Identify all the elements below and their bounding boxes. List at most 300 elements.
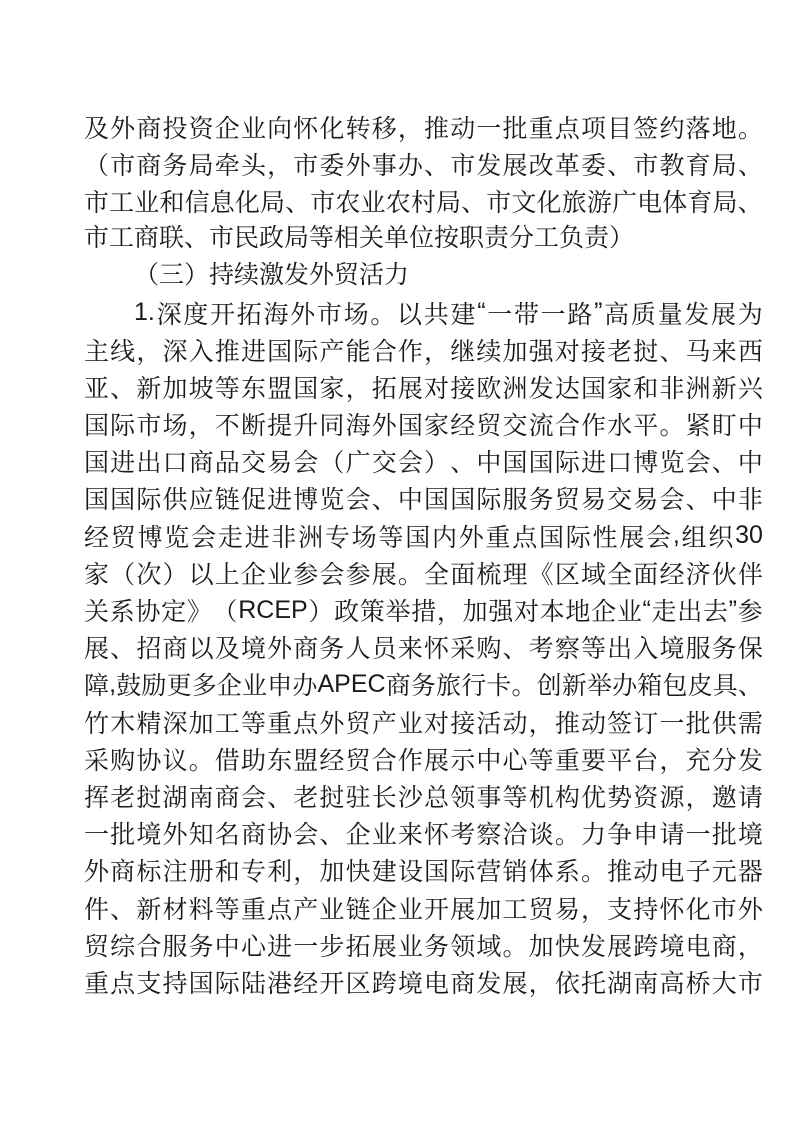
text-token: 贸: [84, 932, 110, 961]
text-token: 、: [502, 635, 528, 664]
text-token: 盟: [267, 374, 293, 403]
text-token: 会: [685, 449, 711, 478]
text-token: 外: [110, 114, 136, 143]
text-token: 协: [135, 598, 161, 627]
text-token: 路: [567, 300, 593, 329]
text-token: 坡: [188, 374, 214, 403]
text-token: 务: [188, 932, 214, 961]
text-line: [84, 108, 763, 145]
text-token: 策: [359, 598, 385, 627]
text-token: 中: [737, 412, 763, 441]
text-token: ，: [293, 858, 319, 887]
text-token: 业: [360, 188, 386, 217]
text-token: 带: [513, 300, 539, 329]
text-token: 境: [659, 932, 685, 961]
text-token: 提: [267, 412, 293, 441]
text-token: 化: [685, 895, 711, 924]
text-token: 博: [293, 486, 319, 515]
text-token: 际: [214, 969, 240, 998]
text-token: ，: [424, 337, 450, 366]
text-token: 察: [554, 635, 580, 664]
text-token: 等: [240, 709, 266, 738]
text-token: 争: [607, 821, 633, 850]
text-token: ,: [109, 669, 117, 698]
text-token: 口: [162, 449, 188, 478]
text-token: 箱: [637, 672, 663, 701]
text-token: ，: [528, 969, 554, 998]
text-token: 湖: [607, 969, 633, 998]
text-token: 机: [528, 783, 554, 812]
text-token: 持: [162, 969, 188, 998]
text-token: 包: [662, 672, 688, 701]
text-token: 新: [136, 895, 162, 924]
text-token: 共: [423, 300, 449, 329]
text-line: [84, 443, 763, 480]
text-token: 非: [737, 486, 763, 515]
text-token: 产: [319, 337, 345, 366]
text-token: 心: [240, 932, 266, 961]
text-token: 国: [188, 969, 214, 998]
text-token: 头: [240, 151, 266, 180]
text-token: 、: [685, 486, 711, 515]
text-token: 持: [633, 895, 659, 924]
text-token: 展: [711, 300, 737, 329]
text-token: 入: [188, 337, 214, 366]
text-token: 局: [711, 151, 737, 180]
text-token: 商: [188, 449, 214, 478]
text-token: 贸: [345, 746, 371, 775]
text-token: 服: [685, 635, 711, 664]
text-token: 助: [240, 746, 266, 775]
text-token: 业: [240, 114, 266, 143]
text-token: 境: [397, 969, 423, 998]
text-token: 拓: [371, 374, 397, 403]
text-token: 促: [240, 486, 266, 515]
text-token: ）: [424, 449, 450, 478]
text-token: 重: [84, 969, 110, 998]
text-token: 招: [136, 635, 162, 664]
text-token: 。: [370, 300, 396, 329]
text-token: 元: [711, 858, 737, 887]
text-token: 发: [580, 932, 606, 961]
text-token: 际: [554, 449, 580, 478]
text-token: 具: [712, 672, 738, 701]
text-token: 体: [528, 858, 554, 887]
text-token: 委: [319, 151, 345, 180]
text-token: 境: [136, 821, 162, 850]
text-token: 业: [397, 895, 423, 924]
text-token: 构: [554, 783, 580, 812]
text-token: 进: [267, 932, 293, 961]
text-token: 展: [502, 969, 528, 998]
text-token: 局: [712, 188, 738, 217]
text-token: 新: [711, 374, 737, 403]
text-token: 。: [502, 932, 528, 961]
text-token: 以: [188, 560, 214, 589]
text-token: 企: [240, 560, 266, 589]
text-token: 势: [607, 783, 633, 812]
text-token: 链: [214, 486, 240, 515]
text-line: [84, 703, 763, 740]
text-line: [84, 517, 763, 554]
text-token: 动: [633, 858, 659, 887]
text-token: 续: [476, 337, 502, 366]
text-token: 点: [110, 969, 136, 998]
text-token: 度: [183, 300, 209, 329]
text-token: 交: [240, 449, 266, 478]
text-token: 察: [476, 821, 502, 850]
text-token: 竹: [84, 709, 110, 738]
text-token: 伙: [711, 560, 737, 589]
text-token: 册: [188, 858, 214, 887]
text-token: 工: [214, 709, 240, 738]
text-token: 进: [267, 486, 293, 515]
text-token: 会: [293, 449, 319, 478]
text-token: 挝: [319, 783, 345, 812]
text-token: 名: [214, 821, 240, 850]
text-token: 局: [259, 188, 285, 217]
text-token: 陆: [240, 969, 266, 998]
text-token: 精: [136, 709, 162, 738]
text-token: 挝: [136, 783, 162, 812]
text-token: 商: [136, 151, 162, 180]
text-token: 进: [244, 523, 270, 552]
text-token: 总: [424, 783, 450, 812]
text-token: 更: [166, 672, 192, 701]
text-token: 保: [737, 635, 763, 664]
text-token: 建: [371, 858, 397, 887]
text-token: 领: [450, 783, 476, 812]
text-token: 订: [633, 709, 659, 738]
text-token: 专: [324, 523, 350, 552]
text-token: 域: [476, 932, 502, 961]
text-token: 拓: [236, 300, 262, 329]
text-token: 业: [242, 672, 268, 701]
text-line: [84, 852, 763, 889]
text-token: 托: [580, 969, 606, 998]
text-token: 作: [397, 337, 423, 366]
text-token: 家: [424, 412, 450, 441]
text-token: 南: [188, 783, 214, 812]
text-token: 业: [371, 821, 397, 850]
text-token: 务: [711, 635, 737, 664]
text-token: 伴: [737, 560, 763, 589]
text-token: 开: [319, 969, 345, 998]
text-token: 务: [424, 932, 450, 961]
text-token: 化: [234, 188, 260, 217]
text-token: 购: [110, 746, 136, 775]
text-token: 继: [450, 337, 476, 366]
text-token: 开: [210, 300, 236, 329]
text-token: 兴: [737, 374, 763, 403]
text-token: 接: [580, 337, 606, 366]
text-token: 向: [267, 114, 293, 143]
text-token: 批: [502, 114, 528, 143]
text-line: [84, 963, 763, 1000]
text-token: 展: [424, 746, 450, 775]
text-token: 国: [424, 858, 450, 887]
text-token: 来: [711, 337, 737, 366]
text-token: 一: [476, 114, 502, 143]
text-token: 重: [485, 523, 511, 552]
text-token: 供: [711, 709, 737, 738]
text-token: 线: [110, 337, 136, 366]
text-token: 中: [711, 486, 737, 515]
text-token: 理: [502, 560, 528, 589]
text-token: 贸: [528, 895, 554, 924]
text-token: 重: [554, 746, 580, 775]
text-block: [84, 108, 763, 1001]
text-token: 协: [136, 746, 162, 775]
text-token: 加: [502, 337, 528, 366]
text-token: 考: [450, 821, 476, 850]
text-token: 分: [711, 746, 737, 775]
text-token: 商: [110, 858, 136, 887]
text-token: 电: [685, 932, 711, 961]
text-token: 地: [711, 114, 737, 143]
text-token: 发: [684, 300, 710, 329]
text-token: 会: [319, 560, 345, 589]
text-token: 优: [580, 783, 606, 812]
text-token: “: [642, 595, 651, 624]
text-token: 览: [659, 449, 685, 478]
text-token: 国: [528, 449, 554, 478]
text-token: 湖: [162, 783, 188, 812]
text-token: 要: [580, 746, 606, 775]
text-token: 料: [188, 895, 214, 924]
text-token: 等: [214, 374, 240, 403]
text-token: 推: [424, 114, 450, 143]
text-token: 高: [659, 969, 685, 998]
text-token: 活: [476, 709, 502, 738]
text-token: 点: [554, 114, 580, 143]
text-token: 交: [502, 412, 528, 441]
text-token: 洲: [298, 523, 324, 552]
text-token: 商: [240, 821, 266, 850]
text-token: 以: [188, 635, 214, 664]
text-token: 企: [216, 672, 242, 701]
text-token: 会: [240, 783, 266, 812]
text-token: 。: [659, 412, 685, 441]
text-token: 、: [110, 895, 136, 924]
text-token: 发: [528, 374, 554, 403]
text-token: 欧: [476, 374, 502, 403]
text-token: 参: [293, 560, 319, 589]
text-token: 经: [659, 560, 685, 589]
text-token: 议: [162, 746, 188, 775]
text-token: 企: [591, 598, 617, 627]
text-token: 支: [136, 969, 162, 998]
text-token: 面: [450, 560, 476, 589]
text-token: 来: [397, 635, 423, 664]
text-token: ）: [308, 598, 334, 627]
text-token: 跨: [633, 932, 659, 961]
text-token: 、: [285, 188, 311, 217]
text-token: 老: [607, 337, 633, 366]
text-token: 服: [162, 932, 188, 961]
text-token: 。: [580, 858, 606, 887]
text-token: 中: [737, 449, 763, 478]
text-token: 场: [162, 412, 188, 441]
text-token: 点: [267, 895, 293, 924]
text-token: 产: [293, 895, 319, 924]
text-token: 加: [188, 709, 214, 738]
text-line: [84, 889, 763, 926]
text-token: ，: [345, 374, 371, 403]
text-token: 依: [554, 969, 580, 998]
text-token: 合: [554, 412, 580, 441]
text-token: 对: [424, 374, 450, 403]
text-token: 、: [607, 151, 633, 180]
text-token: 展: [619, 523, 645, 552]
text-token: 企: [371, 895, 397, 924]
text-token: 市: [737, 969, 763, 998]
text-token: 来: [397, 821, 423, 850]
text-token: “: [477, 298, 486, 327]
text-token: 博: [633, 449, 659, 478]
text-token: 外: [319, 709, 345, 738]
text-token: ）: [162, 560, 188, 589]
text-token: 一: [685, 821, 711, 850]
text-token: 委: [580, 151, 606, 180]
text-token: 障: [84, 672, 110, 701]
text-token: 览: [319, 486, 345, 515]
text-token: 签: [607, 709, 633, 738]
text-token: 全: [607, 560, 633, 589]
text-line: [84, 591, 763, 628]
text-token: 利: [267, 858, 293, 887]
text-token: 织: [708, 523, 734, 552]
text-token: 走: [651, 598, 677, 627]
text-token: 动: [580, 709, 606, 738]
text-token: 发: [737, 746, 763, 775]
text-token: 、: [371, 486, 397, 515]
text-token: 《: [528, 560, 554, 589]
text-token: 梳: [476, 560, 502, 589]
text-token: 市: [310, 188, 336, 217]
text-token: 交: [607, 486, 633, 515]
text-token: 购: [476, 635, 502, 664]
text-token: 市: [316, 300, 342, 329]
text-token: 加: [462, 598, 488, 627]
text-token: 点: [512, 523, 538, 552]
text-token: 申: [633, 821, 659, 850]
text-token: 场: [343, 300, 369, 329]
text-token: 进: [580, 449, 606, 478]
text-token: 境: [240, 635, 266, 664]
text-token: 马: [685, 337, 711, 366]
text-token: 皮: [687, 672, 713, 701]
text-token: 对: [424, 709, 450, 738]
text-token: 落: [685, 114, 711, 143]
text-token: 市: [110, 151, 136, 180]
text-token: 人: [345, 635, 371, 664]
text-token: 卡: [486, 672, 512, 701]
text-token: 为: [737, 300, 763, 329]
text-token: 外: [290, 300, 316, 329]
text-token: 办: [612, 672, 638, 701]
text-token: 紧: [685, 412, 711, 441]
text-token: 、: [424, 151, 450, 180]
text-token: 举: [385, 598, 411, 627]
text-token: 专: [240, 858, 266, 887]
text-token: （: [84, 151, 110, 180]
text-token: 业: [267, 560, 293, 589]
text-line: 市工商联、市民政局等相关单位按职责分工负责）: [84, 223, 635, 252]
text-token: 国: [84, 449, 110, 478]
text-token: 老: [293, 783, 319, 812]
text-token: 业: [397, 932, 423, 961]
text-token: 广: [611, 188, 637, 217]
text-token: ，: [685, 783, 711, 812]
text-token: 台: [633, 746, 659, 775]
text-token: 展: [397, 374, 423, 403]
text-token: （: [110, 560, 136, 589]
text-token: 商: [385, 672, 411, 701]
text-token: 市: [293, 151, 319, 180]
text-token: 外: [737, 895, 763, 924]
text-token: 商: [293, 635, 319, 664]
text-token: 务: [319, 635, 345, 664]
text-token: 海: [345, 412, 371, 441]
text-token: 参: [737, 598, 763, 627]
text-token: 心: [502, 746, 528, 775]
text-token: 。: [511, 672, 537, 701]
text-token: 请: [659, 821, 685, 850]
text-token: 展: [607, 932, 633, 961]
text-line: [84, 666, 763, 703]
text-token: 接: [450, 709, 476, 738]
text-token: 济: [685, 560, 711, 589]
text-token: 营: [476, 858, 502, 887]
text-token: 交: [371, 449, 397, 478]
text-token: 商: [136, 114, 162, 143]
text-token: 对: [554, 337, 580, 366]
text-token: 展: [371, 932, 397, 961]
text-token: APEC: [317, 669, 386, 698]
text-token: 怀: [293, 114, 319, 143]
text-token: 一: [659, 709, 685, 738]
text-token: 批: [685, 709, 711, 738]
text-token: 际: [565, 523, 591, 552]
text-token: 区: [554, 560, 580, 589]
text-token: 际: [136, 486, 162, 515]
text-token: 洲: [685, 374, 711, 403]
text-token: 家: [607, 374, 633, 403]
text-token: 等: [528, 746, 554, 775]
text-token: 东: [267, 746, 293, 775]
text-token: 发: [476, 151, 502, 180]
text-token: 怀: [424, 635, 450, 664]
text-token: 流: [528, 412, 554, 441]
text-token: 以: [397, 300, 423, 329]
text-token: 上: [214, 560, 240, 589]
text-token: 教: [659, 151, 685, 180]
text-token: 出: [677, 598, 703, 627]
text-line: [84, 331, 763, 368]
text-token: 贸: [554, 486, 580, 515]
text-token: 展: [502, 151, 528, 180]
text-token: 场: [351, 523, 377, 552]
text-token: 行: [461, 672, 487, 701]
text-token: 非: [659, 374, 685, 403]
text-token: 农: [335, 188, 361, 217]
text-token: 举: [586, 672, 612, 701]
text-token: 资: [188, 114, 214, 143]
text-token: 批: [110, 821, 136, 850]
text-line: [84, 145, 763, 182]
text-token: 加: [476, 895, 502, 924]
